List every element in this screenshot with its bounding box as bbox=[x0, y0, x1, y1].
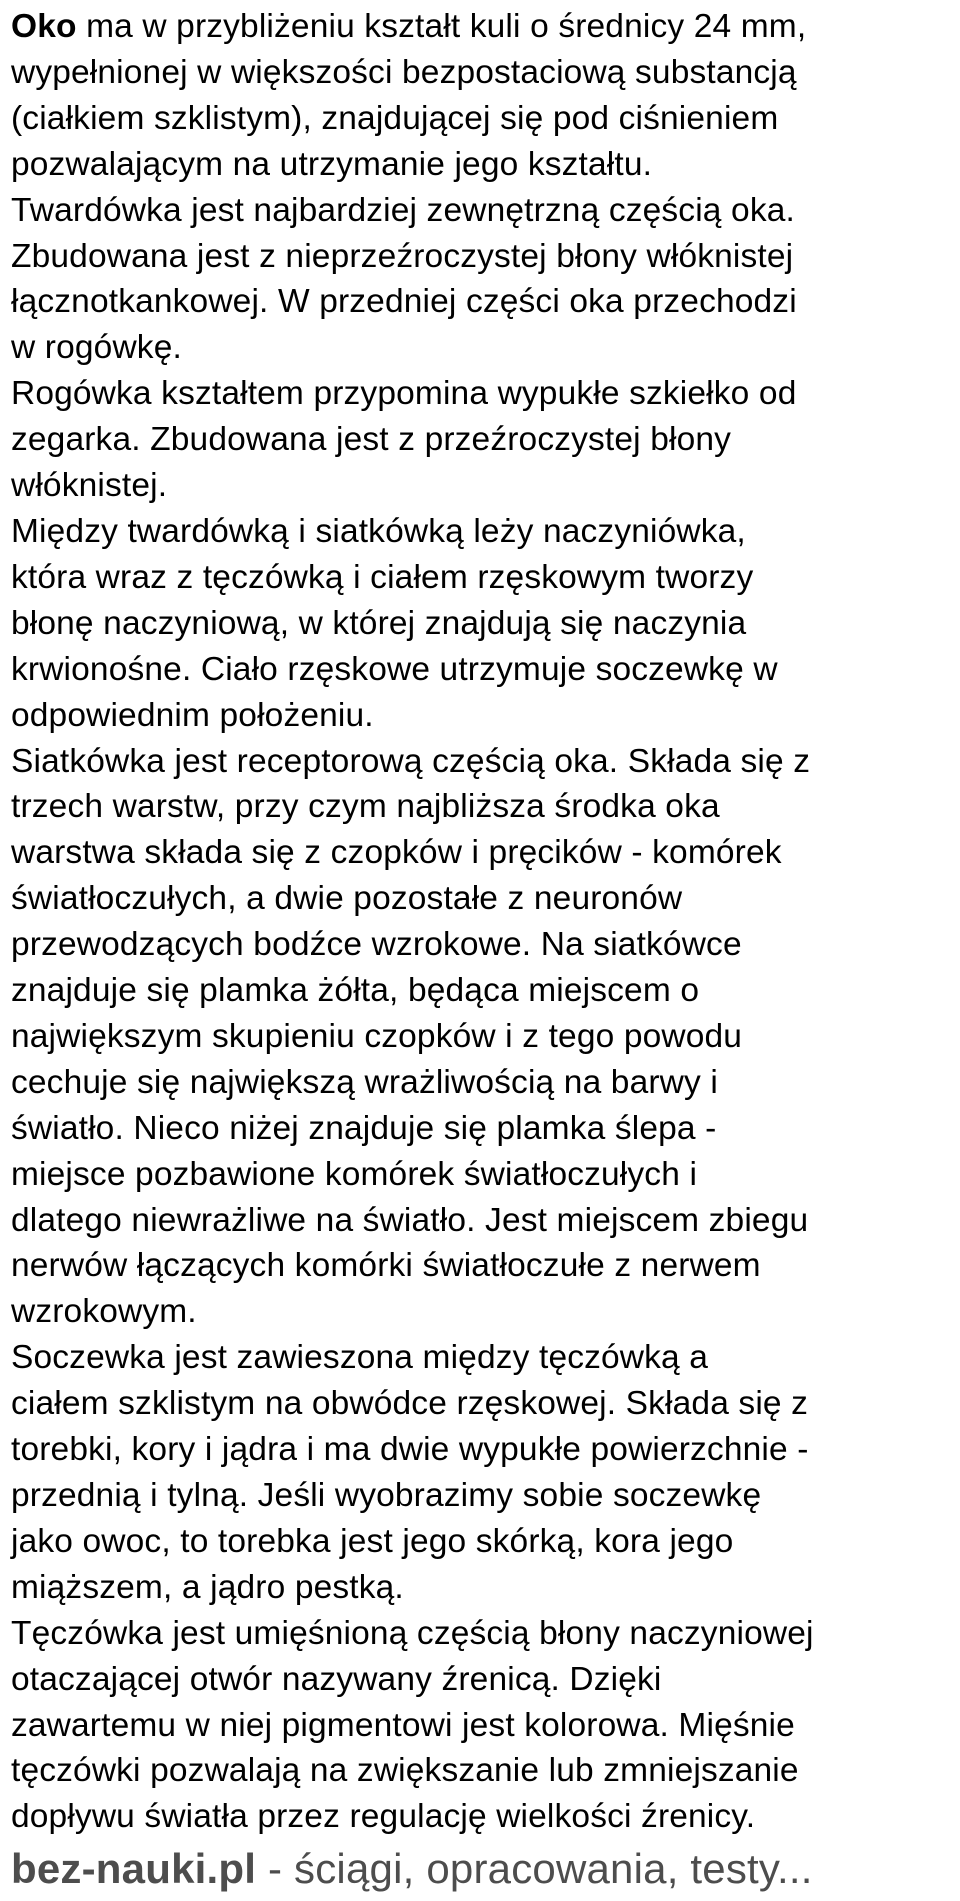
text-line: przednią i tylną. Jeśli wyobrazimy sobie soczewkę bbox=[11, 1477, 762, 1514]
text-line: światłoczułych, a dwie pozostałe z neuronów bbox=[11, 880, 683, 918]
footer-site-name: bez-nauki.pl bbox=[11, 1845, 257, 1892]
text-line: w rogówkę. bbox=[11, 329, 182, 367]
text-line: największym skupieniu czopków i z tego powodu bbox=[11, 1017, 743, 1055]
text-line: tęczówki pozwalają na zwiększanie lub zmniejszanie bbox=[11, 1752, 799, 1790]
text-line: (ciałkiem szklistym), znajdującej się pod ciśnieniem bbox=[11, 99, 779, 137]
text-line: miejsce pozbawione komórek światłoczułych i bbox=[11, 1155, 698, 1193]
paragraph-rogowka bbox=[11, 371, 960, 509]
text-line: światło. Nieco niżej znajduje się plamka ślepa - bbox=[11, 1109, 717, 1147]
text-line bbox=[11, 4, 960, 50]
text-line: przewodzących bodźce wzrokowe. Na siatkówce bbox=[11, 926, 742, 964]
text-line: otaczającej otwór nazywany źrenicą. Dzięki bbox=[11, 1660, 662, 1698]
text-line: która wraz z tęczówką i ciałem rzęskowym tworzy bbox=[11, 558, 754, 596]
text-line: Między twardówką i siatkówką leży naczyniówka, bbox=[11, 512, 746, 550]
line-text: ma w przybliżeniu kształt kuli o średnicy 24 mm, bbox=[76, 8, 807, 45]
text-line: Tęczówka jest umięśnioną częścią błony naczyniowej bbox=[11, 1614, 814, 1652]
text-line: nerwów łączących komórki światłoczułe z nerwem bbox=[11, 1247, 761, 1285]
paragraph-teczowka bbox=[11, 1611, 960, 1841]
text-line: trzech warstw, przy czym najbliższa środka oka bbox=[11, 788, 720, 826]
text-line: cechuje się największą wrażliwością na barwy i bbox=[11, 1063, 718, 1101]
text-line: włóknistej. bbox=[11, 467, 168, 505]
text-line: torebki, kory i jądra i ma dwie wypukłe powierzchnie - bbox=[11, 1431, 809, 1469]
text-line: znajduje się plamka żółta, będąca miejscem o bbox=[11, 972, 700, 1010]
paragraph-oko bbox=[11, 4, 960, 188]
text-line: Soczewka jest zawieszona między tęczówką a bbox=[11, 1339, 709, 1377]
text-line: krwionośne. Ciało rzęskowe utrzymuje soczewkę w bbox=[11, 650, 778, 688]
text-line: wzrokowym. bbox=[11, 1293, 197, 1331]
text-line: warstwa składa się z czopków i pręcików - komórek bbox=[11, 834, 782, 872]
paragraph-naczyniowka bbox=[11, 509, 960, 739]
text-line: pozwalającym na utrzymanie jego kształtu. bbox=[11, 145, 653, 183]
footer-watermark bbox=[11, 1845, 813, 1893]
text-line: łącznotkankowej. W przedniej części oka przechodzi bbox=[11, 283, 797, 321]
text-line: Zbudowana jest z nieprzeźroczystej błony włóknistej bbox=[11, 237, 794, 275]
text-line: jako owoc, to torebka jest jego skórką, kora jego bbox=[11, 1522, 734, 1560]
text-line: dopływu światła przez regulację wielkości źrenicy. bbox=[11, 1798, 756, 1836]
text-line: Twardówka jest najbardziej zewnętrzną częścią oka. bbox=[11, 191, 795, 229]
text-line: błonę naczyniową, w której znajdują się naczynia bbox=[11, 604, 747, 642]
text-line: Siatkówka jest receptorową częścią oka. Składa się z bbox=[11, 742, 811, 780]
paragraph-siatkowka bbox=[11, 739, 960, 1336]
text-line: ciałem szklistym na obwódce rzęskowej. Składa się z bbox=[11, 1385, 809, 1423]
paragraph-soczewka bbox=[11, 1335, 960, 1610]
text-line: Rogówka kształtem przypomina wypukłe szkiełko od bbox=[11, 375, 797, 413]
footer-tagline: - ściągi, opracowania, testy... bbox=[256, 1845, 813, 1892]
paragraph-twardowka bbox=[11, 188, 960, 372]
text-line: miąższem, a jądro pestką. bbox=[11, 1568, 404, 1606]
text-line: zegarka. Zbudowana jest z przeźroczystej błony bbox=[11, 421, 732, 459]
text-line: zawartemu w niej pigmentowi jest kolorowa. Mięśnie bbox=[11, 1706, 795, 1744]
text-line: dlatego niewrażliwe na światło. Jest miejscem zbiegu bbox=[11, 1201, 809, 1239]
text-line: odpowiednim położeniu. bbox=[11, 696, 374, 734]
text-line: wypełnionej w większości bezpostaciową substancją bbox=[11, 53, 797, 91]
term-oko: Oko bbox=[11, 8, 77, 45]
